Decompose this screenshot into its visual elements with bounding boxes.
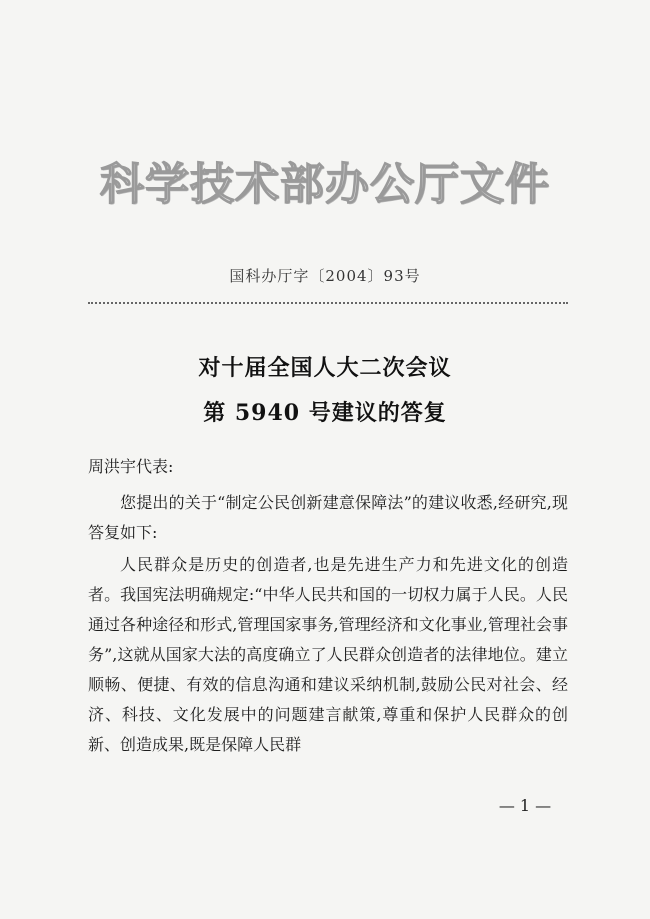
document-number: 国科办厅字〔2004〕93号 — [229, 267, 421, 285]
page-number: — 1 — — [498, 796, 552, 815]
paragraph-2: 人民群众是历史的创造者,也是先进生产力和先进文化的创造者。我国宪法明确规定:“中华人民共和国的一切权力属于人民。人民通过各种途径和形式,管理国家事务,管理经济和文化事业,管理社会事务”,这就从国家大法的高度确立了人民群众创造者的法律地位。建立顺畅、便捷、有效的信息沟通和建议采纳机制,鼓励公民对社会、经济、科技、文化发展中的问题建言献策,尊重和保护人民群众的创新、创造成果,既是保障人民群 — [88, 555, 568, 754]
header-divider — [88, 302, 568, 304]
salutation: 周洪宇代表: — [88, 457, 174, 476]
document-title-line-2: 第 5940 号建议的答复 — [203, 400, 447, 426]
issuer-header: 科学技术部办公厅文件 — [100, 159, 550, 210]
paragraph-1: 您提出的关于“制定公民创新建意保障法”的建议收悉,经研究,现答复如下: — [88, 493, 568, 542]
document-title-line-1: 对十届全国人大二次会议 — [198, 355, 452, 381]
